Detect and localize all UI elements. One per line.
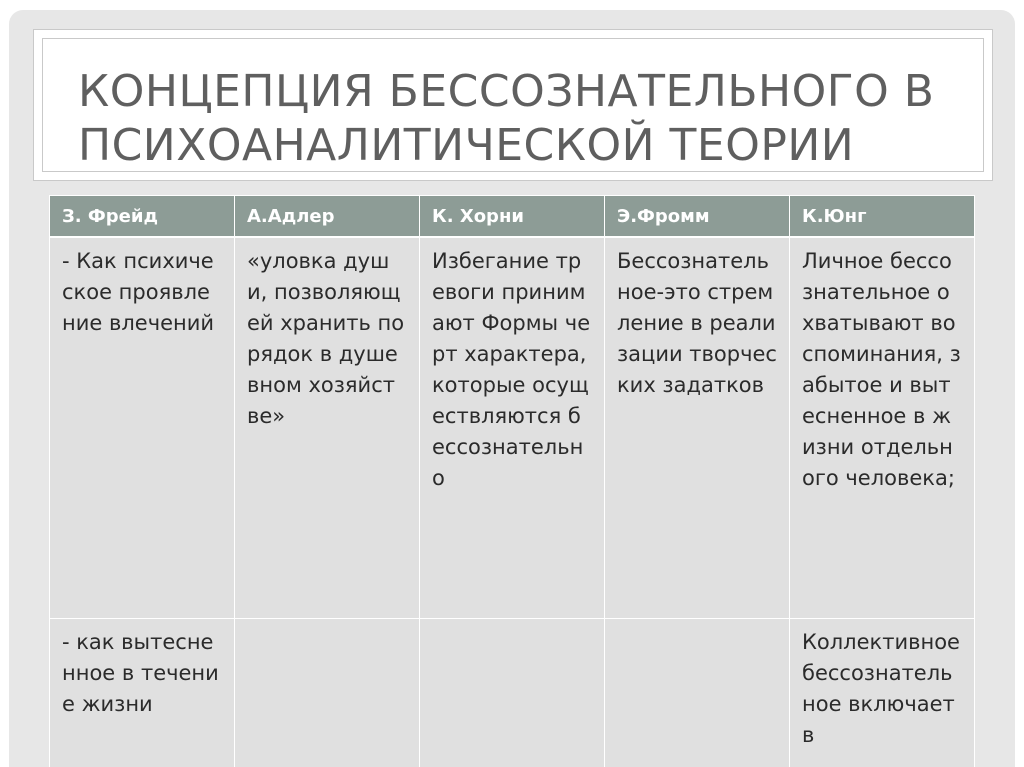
header-fromm: Э.Фромм [605,196,790,238]
cell-adler: «уловка души, позволяющей хранить порядок в душевном хозяйстве» [235,237,420,619]
concepts-table [49,195,975,767]
table-header-row [50,196,975,238]
cell-horney: Избегание тревоги принимают Формы черт характера, которые осуществляются бессознательно [420,237,605,619]
header-jung: К.Юнг [790,196,975,238]
cell-fromm [605,619,790,767]
slide-title: КОНЦЕПЦИЯ БЕССОЗНАТЕЛЬНОГО В ПСИХОАНАЛИТИЧЕСКОЙ ТЕОРИИ [78,66,935,171]
table-row [50,237,975,619]
cell-jung: Коллективное бессознательное включает в [790,619,975,767]
cell-adler [235,619,420,767]
cell-fromm: Бессознательное-это стремление в реализации творческих задатков [605,237,790,619]
title-box [33,29,993,181]
header-freud: З. Фрейд [50,196,235,238]
header-adler: А.Адлер [235,196,420,238]
slide [9,10,1015,767]
header-horney: К. Хорни [420,196,605,238]
cell-freud: - Как психическое проявление влечений [50,237,235,619]
table-row [50,619,975,767]
cell-horney [420,619,605,767]
cell-freud: - как вытесненное в течение жизни [50,619,235,767]
cell-jung: Личное бессознательное охватывают воспоминания, забытое и вытесненное в жизни отдельного человека; [790,237,975,619]
